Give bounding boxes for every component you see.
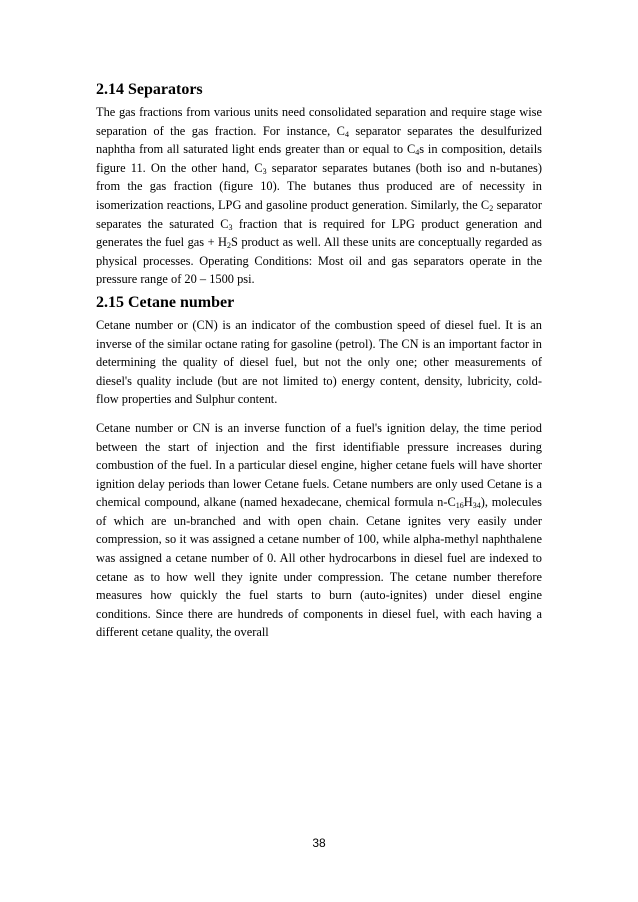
section-heading-separators: 2.14 Separators — [96, 81, 203, 98]
cetane-paragraph-2: Cetane number or CN is an inverse function of a fuel's ignition delay, the time period between the start of injection and the first identifiable pressure increases during combustion of the fuel. In a particular diesel engine, higher cetane fuels will have shorter ignition delay periods than lower Cetane fuels. Cetane numbers are only used Cetane is a chemical compound, alkane (named hexadecane, chemical formula $n-C_{16}H_{34}$), molecules of which are un-branched and with open chain. Cetane ignites very easily under compression, so it was assigned a cetane number of 100, while alpha-methyl naphthalene was assigned a cetane number of 0. All other hydrocarbons in diesel fuel are indexed to cetane as to how well they ignite under compression. The cetane number therefore measures how quickly the fuel starts to burn (auto-ignites) under diesel engine conditions. Since there are hundreds of components in diesel fuel, with each having a different cetane quality, the overall — [96, 420, 542, 640]
page-number: 38 — [312, 836, 326, 850]
cetane-paragraph-1: Cetane number or (CN) is an indicator of the combustion speed of diesel fuel. It is an inverse of the similar octane rating for gasoline (petrol). The CN is an important factor in determining the quality of diesel fuel, but not the only one; other measurements of diesel's quality include (but are not limited to) energy content, density, lubricity, cold-flow properties and Sulphur content. — [96, 317, 542, 407]
subscript: 3 — [262, 166, 267, 176]
subscript: 2 — [489, 203, 494, 213]
subscript: 4 — [415, 148, 420, 158]
subscript: 3 — [228, 222, 233, 232]
subscript: 16 — [455, 501, 464, 511]
document-page — [96, 80, 542, 642]
subscript: 34 — [472, 501, 481, 511]
separators-paragraph: The gas fractions from various units need consolidated separation and require stage wise separation of the gas fraction. For instance, $C_4$ separator separates the desulfurized naphtha from all saturated light ends greater than or equal to $C_4s$ in composition, details figure 11. On the other hand, $C_3$ separator separates butanes (both iso and n-butanes) from the gas fraction (figure 10). The butanes thus produced are of necessity in isomerization reactions, LPG and gasoline product generation. Similarly, the $C_2$ separator separates the saturated $C_3$ fraction that is required for LPG product generation and generates the fuel gas + $H_2S$ product as well. All these units are conceptually regarded as physical processes. Operating Conditions: Most oil and gas separators operate in the pressure range of 20 – 1500 psi. — [96, 105, 543, 287]
section-heading-cetane-number: 2.15 Cetane number — [96, 293, 235, 311]
subscript: 2 — [227, 241, 231, 251]
subscript: 4 — [344, 129, 349, 139]
